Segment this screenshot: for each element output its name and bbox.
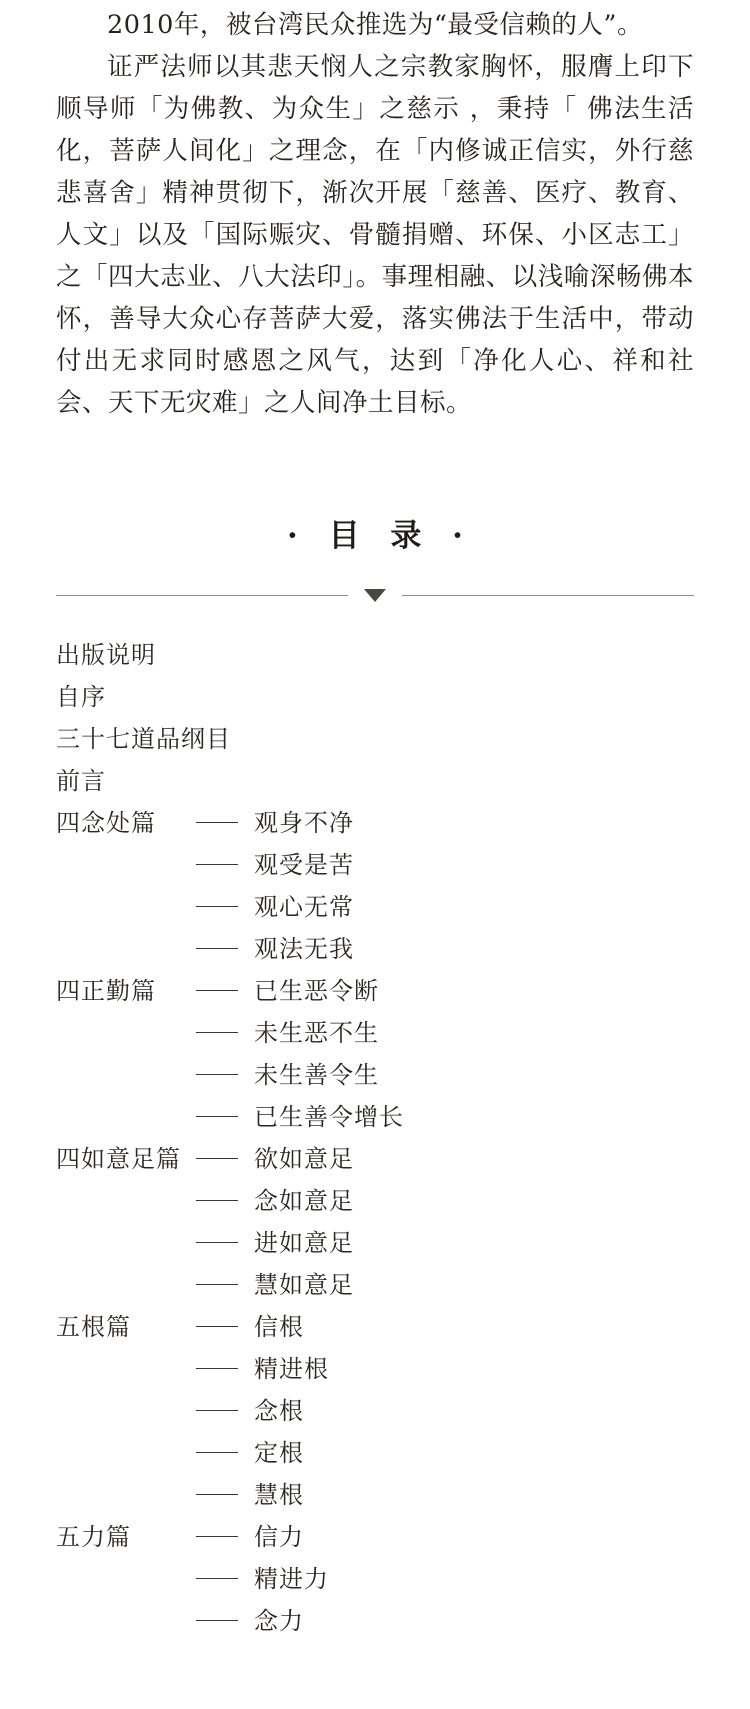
toc-entry[interactable] (56, 1601, 694, 1643)
toc-item-label: 慧根 (254, 1481, 304, 1509)
toc-entry-label: 出版说明 (56, 641, 156, 669)
toc-entry-label: 自序 (56, 683, 106, 711)
toc-group-label: 四念处篇 (56, 809, 156, 837)
toc-heading (56, 510, 694, 555)
toc-dash-icon (196, 1019, 254, 1047)
toc-item-label: 未生善令生 (254, 1061, 379, 1089)
toc-dash-icon (196, 1229, 254, 1257)
toc-dash-icon (196, 1481, 254, 1509)
toc-item-label: 观心无常 (254, 893, 354, 921)
toc-dash-icon (196, 935, 254, 963)
toc-entry-label: 三十七道品纲目 (56, 725, 231, 753)
toc-entry[interactable] (56, 1433, 694, 1475)
toc-item-label: 观法无我 (254, 935, 354, 963)
toc-entry[interactable] (56, 929, 694, 971)
toc-group-label: 四如意足篇 (56, 1145, 181, 1173)
triangle-down-icon (364, 589, 386, 602)
toc-entry[interactable] (56, 1097, 694, 1139)
toc-dash-icon (196, 1565, 254, 1593)
toc-entry[interactable] (56, 1265, 694, 1307)
toc-item-label: 观身不净 (254, 809, 354, 837)
toc-item-label: 进如意足 (254, 1229, 354, 1257)
intro-paragraph-2: 证严法师以其悲天悯人之宗教家胸怀，服膺上印下顺导师「为佛教、为众生」之慈示 ，秉持「 佛法生活化，菩萨人间化」之理念，在「内修诚正信实，外行慈悲喜舍」精神贯彻下，渐次开展「慈善、医疗、教育、人文」以及「国际赈灾、骨髓捐赠、环保、小区志工」之「四大志业、八大法印」。事理相融、以浅喻深畅佛本怀，善导大众心存菩萨大爱，落实佛法于生活中，带动付出无求同时感恩之风气，达到「净化人心、祥和社会、天下无灾难」之人间净土目标。 (56, 52, 694, 418)
toc-dash-icon (196, 977, 254, 1005)
toc-dash-icon (196, 1607, 254, 1635)
toc-entry[interactable] (56, 1223, 694, 1265)
toc-dash-icon (196, 893, 254, 921)
toc-item-label: 观受是苦 (254, 851, 354, 879)
divider-rule-right (402, 595, 694, 596)
intro-prose (56, 0, 694, 424)
toc-item-label: 念根 (254, 1397, 304, 1425)
toc-entry[interactable] (56, 719, 694, 761)
toc-dash-icon (196, 809, 254, 837)
toc-entry[interactable] (56, 1307, 694, 1349)
intro-paragraph-1: 2010年，被台湾民众推选为“最受信赖的人”。 (107, 10, 643, 40)
toc-dash-icon (196, 1271, 254, 1299)
toc-entry[interactable] (56, 1181, 694, 1223)
toc-dash-icon (196, 1439, 254, 1467)
toc-item-label: 欲如意足 (254, 1145, 354, 1173)
toc-entry[interactable] (56, 1013, 694, 1055)
toc-entry[interactable] (56, 1517, 694, 1559)
toc-dash-icon (196, 1523, 254, 1551)
toc-item-label: 精进力 (254, 1565, 329, 1593)
toc-item-label: 信力 (254, 1523, 304, 1551)
toc-entry[interactable] (56, 1391, 694, 1433)
divider-rule-left (56, 595, 348, 596)
toc-item-label: 慧如意足 (254, 1271, 354, 1299)
toc-dash-icon (196, 1103, 254, 1131)
section-divider (56, 585, 694, 605)
toc-dash-icon (196, 1145, 254, 1173)
toc-title-text: · 目 录 · (287, 518, 473, 554)
toc-dash-icon (196, 1313, 254, 1341)
toc-item-label: 未生恶不生 (254, 1019, 379, 1047)
toc-item-label: 定根 (254, 1439, 304, 1467)
toc-item-label: 已生恶令断 (254, 977, 379, 1005)
table-of-contents (56, 635, 694, 1643)
toc-item-label: 信根 (254, 1313, 304, 1341)
toc-entry[interactable] (56, 803, 694, 845)
toc-item-label: 精进根 (254, 1355, 329, 1383)
toc-dash-icon (196, 1355, 254, 1383)
toc-entry[interactable] (56, 677, 694, 719)
toc-item-label: 念力 (254, 1607, 304, 1635)
toc-group-label: 四正勤篇 (56, 977, 156, 1005)
toc-dash-icon (196, 1187, 254, 1215)
toc-entry[interactable] (56, 1349, 694, 1391)
toc-entry[interactable] (56, 971, 694, 1013)
toc-entry[interactable] (56, 1475, 694, 1517)
toc-dash-icon (196, 1061, 254, 1089)
toc-item-label: 念如意足 (254, 1187, 354, 1215)
toc-item-label: 已生善令增长 (254, 1103, 404, 1131)
toc-group-label: 五根篇 (56, 1313, 131, 1341)
toc-entry[interactable] (56, 887, 694, 929)
toc-group-label: 五力篇 (56, 1523, 131, 1551)
toc-entry[interactable] (56, 761, 694, 803)
toc-entry-label: 前言 (56, 767, 106, 795)
toc-entry[interactable] (56, 1139, 694, 1181)
toc-entry[interactable] (56, 1055, 694, 1097)
toc-dash-icon (196, 851, 254, 879)
toc-entry[interactable] (56, 1559, 694, 1601)
toc-entry[interactable] (56, 845, 694, 887)
toc-dash-icon (196, 1397, 254, 1425)
toc-entry[interactable] (56, 635, 694, 677)
